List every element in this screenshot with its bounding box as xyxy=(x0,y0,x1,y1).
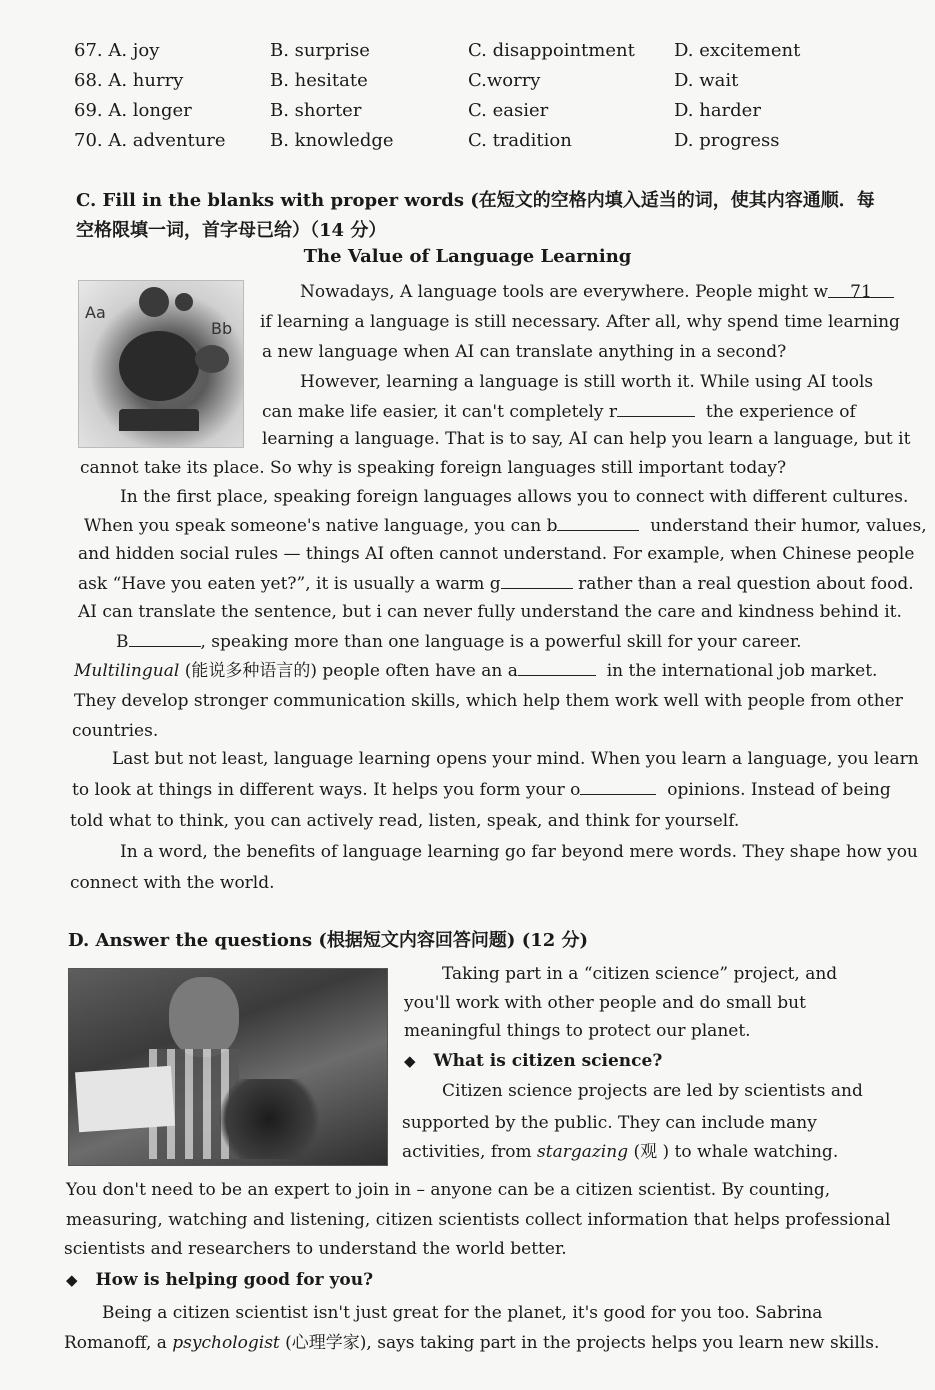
clipboard-image xyxy=(75,1066,175,1133)
text: activities, from xyxy=(402,1142,538,1162)
passage-line: a new language when AI can translate anything in a second? xyxy=(262,342,787,362)
option: B. surprise xyxy=(270,40,370,61)
option: C. tradition xyxy=(468,130,572,151)
answer-blank-73[interactable] xyxy=(557,512,639,531)
passage-line: cannot take its place. So why is speaking foreign languages still important today? xyxy=(80,458,787,478)
book-icon xyxy=(119,409,199,431)
passage-line xyxy=(74,657,877,684)
text: (心理学家), says taking part in the projects helps you learn new skills. xyxy=(279,1333,880,1353)
passage-line: Citizen science projects are led by scientists and xyxy=(442,1081,863,1101)
section-d-heading: D. Answer the questions (根据短文内容回答问题) (12 分) xyxy=(68,930,589,951)
text: , speaking more than one language is a powerful skill for your career. xyxy=(200,632,802,652)
text: (观 ) to whale watching. xyxy=(628,1142,839,1162)
diamond-bullet-icon: ◆ xyxy=(404,1052,416,1070)
plant-image xyxy=(209,1079,329,1159)
speech-bubble-icon xyxy=(139,287,169,317)
passage-line xyxy=(116,628,802,655)
question-heading xyxy=(66,1267,373,1293)
globe-icon xyxy=(119,331,199,401)
person-image xyxy=(169,977,239,1057)
passage-line: AI can translate the sentence, but i can never fully understand the care and kindness behind it. xyxy=(78,602,902,622)
option: D. progress xyxy=(674,130,780,151)
text: (能说多种语言的) people often have an a xyxy=(179,661,518,681)
options-row-68 xyxy=(0,70,935,98)
option: B. shorter xyxy=(270,100,362,121)
passage-line: Taking part in a “citizen science” project, and xyxy=(442,964,838,984)
passage-line: connect with the world. xyxy=(70,873,275,893)
question-heading xyxy=(404,1048,662,1074)
answer-blank-72[interactable] xyxy=(617,398,695,417)
passage-line: measuring, watching and listening, citizen scientists collect information that helps professional xyxy=(66,1210,891,1230)
section-c-heading-line: C. Fill in the blanks with proper words (在短文的空格内填入适当的词，使其内容通顺．每 xyxy=(76,190,875,211)
option: 69. A. longer xyxy=(74,100,192,121)
text: Multilingual xyxy=(74,661,180,681)
options-row-70 xyxy=(0,130,935,158)
answer-blank-74[interactable] xyxy=(501,570,573,589)
text: psychologist xyxy=(172,1333,280,1353)
option: D. wait xyxy=(674,70,739,91)
text: rather than a real question about food. xyxy=(578,574,914,594)
text: opinions. Instead of being xyxy=(667,780,891,800)
passage-line xyxy=(72,776,891,803)
option: B. hesitate xyxy=(270,70,368,91)
text: Romanoff, a xyxy=(64,1333,173,1353)
passage-title: The Value of Language Learning xyxy=(303,246,632,267)
citizen-science-photo xyxy=(68,968,388,1166)
passage-line: In a word, the benefits of language learning go far beyond mere words. They shape how you xyxy=(120,842,918,862)
text: How is helping good for you? xyxy=(95,1270,374,1290)
passage-line xyxy=(84,512,927,539)
figure-label: Aa xyxy=(85,303,106,322)
passage-line: countries. xyxy=(72,721,159,741)
text: to look at things in different ways. It helps you form your o xyxy=(72,780,581,800)
passage-line: if learning a language is still necessary. After all, why spend time learning xyxy=(260,312,900,332)
passage-line: Last but not least, language learning opens your mind. When you learn a language, you learn xyxy=(112,749,919,769)
options-row-69 xyxy=(0,100,935,128)
section-c-heading-line: 空格限填一词，首字母已给）（14 分） xyxy=(76,220,387,241)
blank-number: 71 xyxy=(850,282,872,302)
figure-label: Bb xyxy=(211,319,233,338)
passage-line: meaningful things to protect our planet. xyxy=(404,1021,751,1041)
passage-line xyxy=(262,398,856,425)
passage-line xyxy=(402,1139,838,1165)
passage-line: In the first place, speaking foreign languages allows you to connect with different cultures. xyxy=(120,487,909,507)
passage-line: and hidden social rules — things AI often cannot understand. For example, when Chinese people xyxy=(78,544,915,564)
passage-line xyxy=(300,279,894,305)
text: Nowadays, A language tools are everywhere. People might w xyxy=(300,282,828,302)
passage-line: You don't need to be an expert to join in – anyone can be a citizen scientist. By counting, xyxy=(66,1180,831,1200)
answer-blank-75[interactable] xyxy=(129,628,201,647)
option: C. disappointment xyxy=(468,40,635,61)
speech-bubble-icon xyxy=(175,293,193,311)
option: 70. A. adventure xyxy=(74,130,226,151)
text: ask “Have you eaten yet?”, it is usually a warm g xyxy=(78,574,501,594)
passage-line: supported by the public. They can include many xyxy=(402,1113,817,1133)
text: When you speak someone's native language, you can b xyxy=(84,516,558,536)
option: B. knowledge xyxy=(270,130,394,151)
text: B xyxy=(116,632,129,652)
text: can make life easier, it can't completely r xyxy=(262,402,618,422)
passage-line: However, learning a language is still worth it. While using AI tools xyxy=(300,372,874,392)
text: the experience of xyxy=(705,402,856,422)
option: D. harder xyxy=(674,100,761,121)
diamond-bullet-icon: ◆ xyxy=(66,1271,78,1289)
text: What is citizen science? xyxy=(433,1051,663,1071)
answer-blank-71[interactable] xyxy=(828,279,894,302)
options-row-67 xyxy=(0,40,935,68)
text: stargazing xyxy=(537,1142,629,1162)
option: C. easier xyxy=(468,100,549,121)
text: in the international job market. xyxy=(606,661,878,681)
passage-line xyxy=(64,1330,879,1356)
passage-line: Being a citizen scientist isn't just great for the planet, it's good for you too. Sabrina xyxy=(102,1303,823,1323)
option: C.worry xyxy=(468,70,541,91)
option: 68. A. hurry xyxy=(74,70,184,91)
answer-blank-77[interactable] xyxy=(580,776,656,795)
option: D. excitement xyxy=(674,40,801,61)
passage-line: They develop stronger communication skills, which help them work well with people from other xyxy=(74,691,903,711)
passage-line: scientists and researchers to understand the world better. xyxy=(64,1239,567,1259)
option: 67. A. joy xyxy=(74,40,160,61)
language-illustration xyxy=(78,280,244,448)
passage-line: learning a language. That is to say, AI can help you learn a language, but it xyxy=(262,429,911,449)
passage-line: told what to think, you can actively read, listen, speak, and think for yourself. xyxy=(70,811,740,831)
passage-line xyxy=(78,570,914,597)
answer-blank-76[interactable] xyxy=(518,657,596,676)
passage-line: you'll work with other people and do small but xyxy=(404,993,806,1013)
section-c-heading xyxy=(76,186,886,246)
speech-bubble-icon xyxy=(195,345,229,373)
text: understand their humor, values, xyxy=(650,516,927,536)
